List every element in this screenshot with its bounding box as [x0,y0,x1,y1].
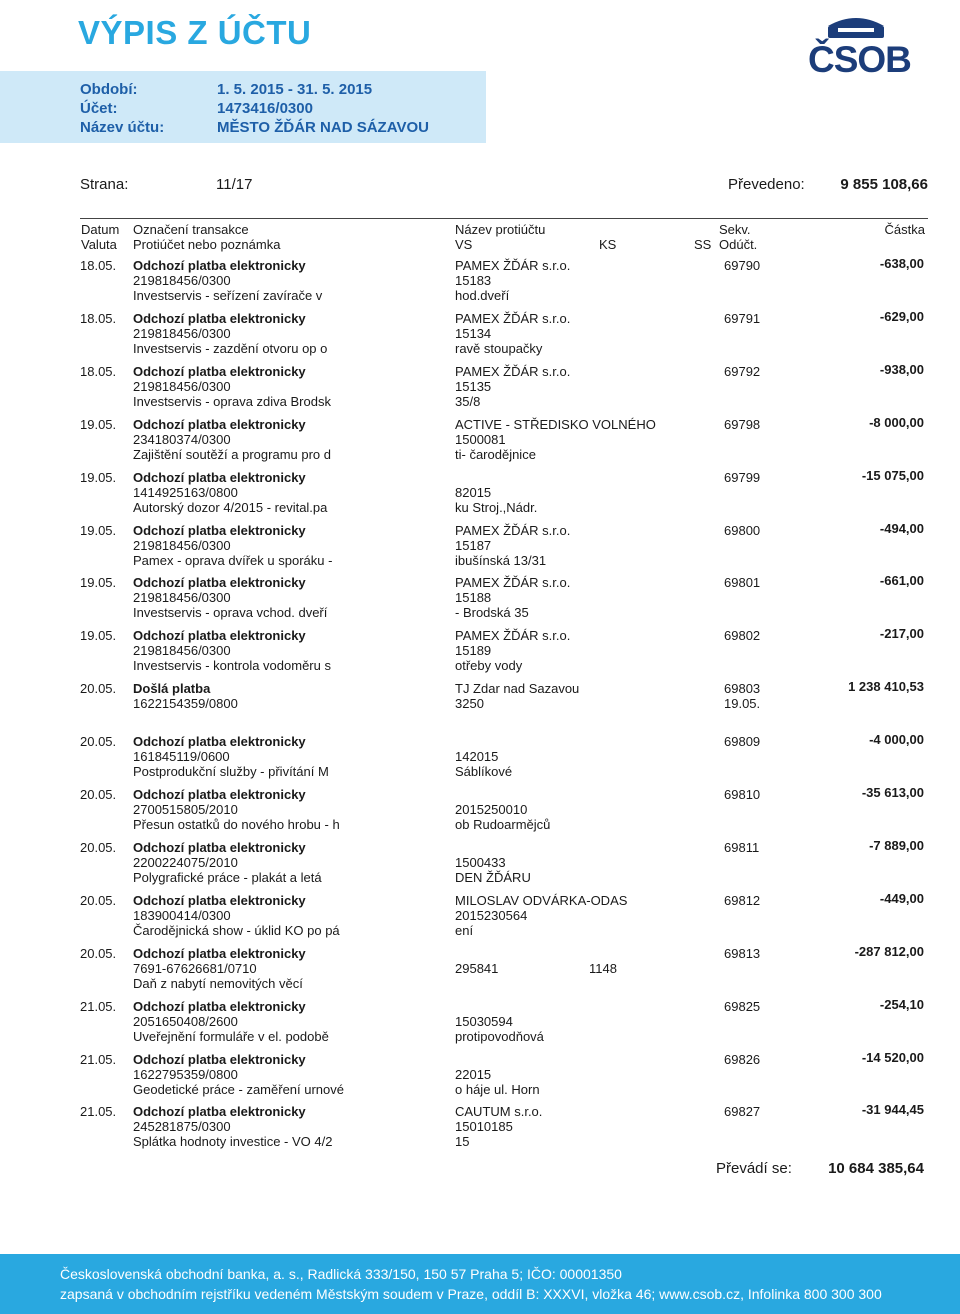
tx-counter-name: CAUTUM s.r.o. [455,1104,543,1120]
tx-vs: 1500433 [455,854,506,870]
tx-counter-account: 161845119/0600 [133,749,230,765]
tx-date: 18.05. [80,310,117,326]
tx-counter-account: 219818456/0300 [133,537,231,553]
tx-extra: 15 [455,1134,470,1150]
tx-counter-name: TJ Zdar nad Sazavou [455,681,580,697]
tx-note: Přesun ostatků do nového hrobu - h [133,817,340,832]
tx-vs: 22015 [455,1066,492,1082]
tx-counter-account: 1622154359/0800 [133,696,238,712]
tx-vs: 15188 [455,590,492,606]
carry-label: Převádí se: [716,1160,792,1177]
tx-seq: 69813 [724,945,761,961]
account-number: 1473416/0300 [217,100,313,117]
tx-seq: 69802 [724,628,761,644]
tx-vs: 15030594 [455,1013,513,1029]
tx-counter-account: 183900414/0300 [133,907,231,923]
table-row [0,414,960,465]
tx-extra: 35/8 [455,393,481,409]
tx-amount: -8 000,00 [869,414,924,430]
header-transaction: Označení transakce [133,222,249,237]
tx-date: 18.05. [80,363,117,379]
header-counter-name: Název protiúčtu [455,222,546,237]
tx-type: Odchozí platba elektronicky [133,839,306,855]
tx-type: Odchozí platba elektronicky [133,575,306,591]
table-row [0,308,960,359]
table-row [0,1104,960,1152]
tx-counter-account: 2700515805/2010 [133,802,238,817]
tx-seq: 69826 [724,1051,761,1067]
header-vs: VS [455,237,473,252]
tx-vs: 3250 [455,696,484,712]
tx-type: Odchozí platba elektronicky [133,416,306,432]
tx-seq: 69790 [724,258,761,273]
tx-note: Daň z nabytí nemovitých věcí [133,975,303,991]
header-amount: Částka [884,222,925,237]
tx-seq: 69801 [724,575,761,591]
tx-note: Čarodějnická show - úklid KO po pá [133,922,340,938]
tx-counter-account: 2051650408/2600 [133,1013,238,1029]
tx-extra: ti- čarodějnice [455,446,536,462]
carry-value: 10 684 385,64 [828,1160,924,1177]
table-row [0,943,960,994]
tx-counter-account: 219818456/0300 [133,325,231,341]
tx-note: Zajištění soutěží a programu pro d [133,446,331,462]
tx-type: Odchozí platba elektronicky [133,787,306,802]
table-row [0,681,960,729]
tx-extra: otřeby vody [455,658,523,674]
tx-date: 21.05. [80,1104,117,1120]
tx-vs: 15135 [455,378,492,394]
footer [0,1254,960,1314]
table-header [80,218,928,253]
tx-type: Odchozí platba elektronicky [133,628,306,644]
tx-date: 19.05. [80,522,117,538]
tx-counter-account: 1414925163/0800 [133,484,238,500]
tx-extra: DEN ŽĎÁRU [455,869,531,885]
tx-amount: -217,00 [879,626,924,642]
tx-counter-name: PAMEX ŽĎÁR s.r.o. [455,575,571,591]
tx-type: Odchozí platba elektronicky [133,734,306,750]
period-label: Období: [80,81,138,98]
tx-amount: -15 075,00 [861,467,924,483]
tx-amount: -938,00 [879,361,924,377]
tx-counter-account: 219818456/0300 [133,273,231,288]
tx-extra: ob Rudoarmějců [455,817,551,832]
tx-amount: -35 613,00 [861,785,924,800]
tx-counter-account: 234180374/0300 [133,431,231,447]
account-name-label: Název účtu: [80,119,165,136]
tx-note: Polygrafické práce - plakát a letá [133,869,322,885]
tx-extra: Sáblíkové [455,764,513,780]
tx-note: Splátka hodnoty investice - VO 4/2 [133,1134,333,1150]
header-seq: Sekv. [719,222,751,237]
tx-type: Odchozí platba elektronicky [133,258,306,273]
tx-vs: 15134 [455,325,492,341]
tx-type: Odchozí platba elektronicky [133,310,306,326]
tx-seq: 69809 [724,734,761,750]
tx-seq: 69791 [724,310,761,326]
tx-extra: o háje ul. Horn [455,1081,540,1097]
tx-date: 20.05. [80,892,117,908]
tx-vs: 15010185 [455,1119,513,1135]
table-row [0,890,960,941]
tx-vs: 142015 [455,749,499,765]
tx-counter-account: 219818456/0300 [133,378,231,394]
tx-extra: ení [455,922,474,938]
tx-date: 21.05. [80,998,117,1014]
tx-amount: -638,00 [879,256,924,271]
tx-posting-date: 19.05. [724,696,761,712]
tx-seq: 69798 [724,416,761,432]
tx-date: 19.05. [80,575,117,591]
table-row [0,628,960,676]
table-row [0,734,960,782]
tx-counter-name: PAMEX ŽĎÁR s.r.o. [455,522,571,538]
tx-type: Odchozí platba elektronicky [133,1104,306,1120]
transferred-value: 9 855 108,66 [840,176,928,193]
table-row [0,520,960,571]
tx-date: 21.05. [80,1051,117,1067]
csob-logo [808,16,911,80]
table-row [0,361,960,412]
tx-note: Investservis - zazdění otvoru op o [133,340,328,356]
csob-logo-text: ČSOB [808,39,911,80]
tx-extra: protipovodňová [455,1028,544,1044]
tx-counter-name: MILOSLAV ODVÁRKA-ODAS [455,892,628,908]
tx-amount: 1 238 410,53 [848,679,924,695]
tx-counter-account: 7691-67626681/0710 [133,960,257,976]
tx-note: Postprodukční služby - přivítání M [133,764,329,780]
tx-note: Investservis - oprava zdiva Brodsk [133,393,331,409]
table-row [0,467,960,518]
tx-note: Autorský dozor 4/2015 - revital.pa [133,499,328,515]
tx-type: Odchozí platba elektronicky [133,522,306,538]
tx-amount: -14 520,00 [861,1049,924,1065]
footer-line-1: Československá obchodní banka, a. s., Radlická 333/150, 150 57 Praha 5; IČO: 00001350 [60,1266,622,1282]
tx-date: 20.05. [80,945,117,961]
tx-date: 20.05. [80,734,117,750]
tx-seq: 69799 [724,469,761,485]
header-posting: Odúčt. [719,237,758,252]
tx-date: 18.05. [80,258,117,273]
tx-note: Uveřejnění formuláře v el. podobě [133,1028,329,1044]
tx-vs: 15183 [455,273,492,288]
footer-line-2: zapsaná v obchodním rejstříku vedeném Městským soudem v Praze, oddíl B: XXXVI, vložka 46; www.csob.cz, Infolinka 800 300 300 [60,1286,882,1302]
tx-seq: 69812 [724,892,761,908]
tx-vs: 2015250010 [455,802,528,817]
tx-type: Došlá platba [133,681,211,697]
period-value: 1. 5. 2015 - 31. 5. 2015 [217,81,373,98]
tx-extra: ravě stoupačky [455,340,543,356]
page-label: Strana: [80,176,129,193]
header-ks: KS [599,237,617,252]
tx-type: Odchozí platba elektronicky [133,892,306,908]
tx-date: 19.05. [80,469,117,485]
tx-amount: -661,00 [879,573,924,589]
tx-seq: 69827 [724,1104,761,1120]
tx-counter-account: 1622795359/0800 [133,1066,238,1082]
tx-seq: 69800 [724,522,761,538]
tx-vs: 82015 [455,484,492,500]
tx-amount: -629,00 [879,308,924,324]
table-row [0,996,960,1047]
statement-title: VÝPIS Z ÚČTU [78,14,312,51]
tx-counter-name: PAMEX ŽĎÁR s.r.o. [455,628,571,644]
header-valuta: Valuta [81,237,117,252]
tx-amount: -449,00 [879,890,924,906]
tx-counter-name: PAMEX ŽĎÁR s.r.o. [455,363,571,379]
tx-date: 20.05. [80,787,117,802]
tx-type: Odchozí platba elektronicky [133,363,306,379]
tx-amount: -287 812,00 [854,943,924,959]
table-row [0,575,960,623]
tx-note: Geodetické práce - zaměření urnové [133,1081,344,1097]
tx-date: 20.05. [80,839,117,855]
tx-note: Investservis - kontrola vodoměru s [133,658,331,674]
tx-counter-name: PAMEX ŽĎÁR s.r.o. [455,258,571,273]
tx-vs: 1500081 [455,431,506,447]
tx-vs: 15189 [455,643,492,659]
tx-counter-account: 2200224075/2010 [133,854,238,870]
table-row [0,1049,960,1100]
tx-counter-account: 219818456/0300 [133,590,231,606]
tx-counter-name: ACTIVE - STŘEDISKO VOLNÉHO [455,416,656,432]
tx-counter-account: 245281875/0300 [133,1119,231,1135]
tx-seq: 69811 [724,839,760,855]
tx-note: Pamex - oprava dvířek u sporáku - [133,552,333,568]
tx-extra: ku Stroj.,Nádr. [455,499,538,515]
account-name: MĚSTO ŽĎÁR NAD SÁZAVOU [217,119,429,136]
tx-extra: - Brodská 35 [455,605,529,621]
account-label: Účet: [80,100,118,117]
tx-date: 19.05. [80,416,117,432]
tx-date: 19.05. [80,628,117,644]
table-row [0,258,960,306]
tx-extra: ibušínská 13/31 [455,552,547,568]
account-info-panel [0,71,486,143]
tx-seq: 69810 [724,787,761,802]
tx-type: Odchozí platba elektronicky [133,945,306,961]
tx-extra: hod.dveří [455,288,510,303]
tx-date: 20.05. [80,681,117,697]
header-date: Datum [81,222,120,237]
transferred-label: Převedeno: [728,176,805,193]
table-row [0,837,960,888]
tx-ks: 1148 [589,960,617,976]
tx-amount: -7 889,00 [869,837,924,853]
tx-vs: 15187 [455,537,492,553]
tx-type: Odchozí platba elektronicky [133,469,306,485]
tx-note: Investservis - seřízení zavírače v [133,288,323,303]
tx-counter-name: PAMEX ŽĎÁR s.r.o. [455,310,571,326]
header-counter-account: Protiúčet nebo poznámka [133,237,281,252]
tx-type: Odchozí platba elektronicky [133,1051,306,1067]
tx-amount: -254,10 [879,996,924,1012]
table-row [0,787,960,835]
tx-type: Odchozí platba elektronicky [133,998,306,1014]
page-number: 11/17 [216,176,253,193]
tx-seq: 69803 [724,681,761,697]
tx-amount: -4 000,00 [869,732,924,748]
tx-note: Investservis - oprava vchod. dveří [133,605,328,621]
tx-seq: 69825 [724,998,761,1014]
tx-vs: 295841 [455,960,499,976]
tx-amount: -31 944,45 [861,1102,924,1118]
tx-counter-account: 219818456/0300 [133,643,231,659]
tx-amount: -494,00 [879,520,924,536]
tx-seq: 69792 [724,363,761,379]
header-ss: SS [694,237,712,252]
tx-vs: 2015230564 [455,907,528,923]
